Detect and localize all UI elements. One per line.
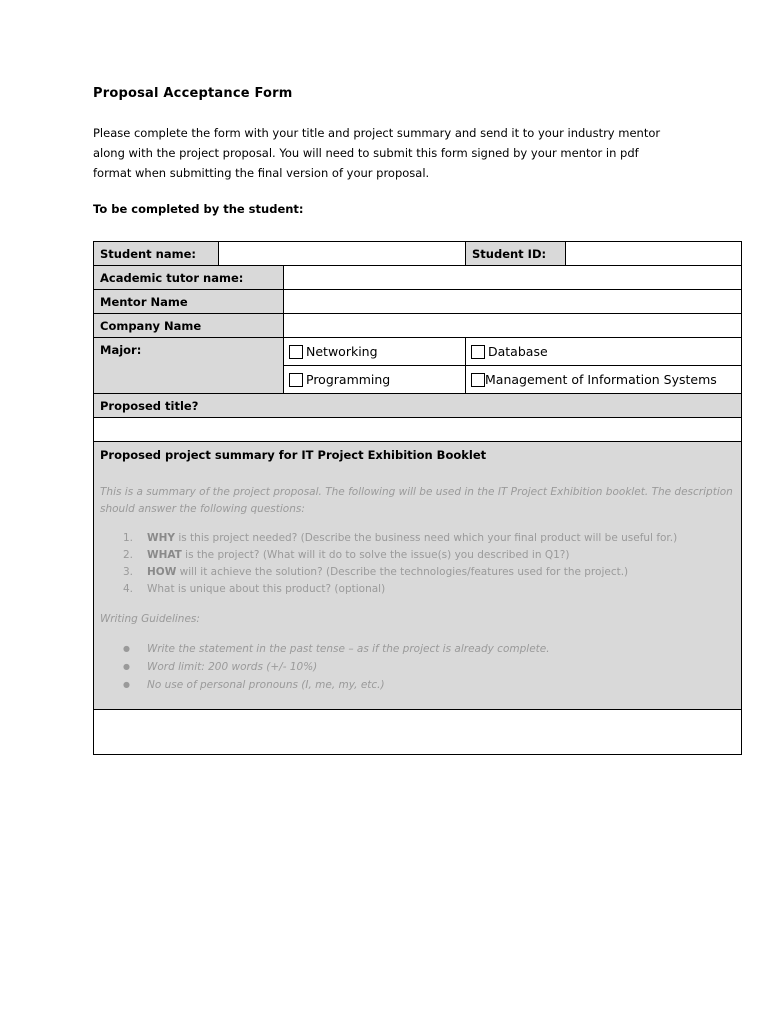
student-id-label: Student ID:	[466, 242, 566, 266]
hint-line: This is a summary of the project proposal. The following will be used in the IT Project Exhibition booklet. The description	[100, 486, 733, 498]
list-item: ● No use of personal pronouns (I, me, my, etc.)	[100, 676, 735, 694]
summary-heading: Proposed project summary for IT Project Exhibition Booklet	[100, 448, 487, 462]
checkbox-icon[interactable]	[289, 373, 303, 387]
checkbox-icon[interactable]	[471, 345, 485, 359]
intro-line: along with the project proposal. You will need to submit this form signed by your mentor in pdf	[93, 146, 639, 160]
summary-instructions	[94, 442, 742, 710]
list-item: ● Write the statement in the past tense – as if the project is already complete.	[100, 640, 735, 658]
questions-list	[100, 530, 735, 598]
student-name-field[interactable]	[219, 242, 466, 266]
guidelines-label: Writing Guidelines:	[100, 613, 200, 625]
list-item: ● Word limit: 200 words (+/- 10%)	[100, 658, 735, 676]
page-title: Proposal Acceptance Form	[93, 86, 293, 101]
option-programming[interactable]	[284, 366, 466, 394]
summary-hint	[100, 484, 735, 518]
proposed-title-field[interactable]	[94, 418, 742, 442]
checkbox-icon[interactable]	[471, 373, 485, 387]
student-name-label: Student name:	[94, 242, 219, 266]
proposed-title-label: Proposed title?	[94, 394, 742, 418]
option-networking[interactable]	[284, 338, 466, 366]
option-label: Management of Information Systems	[485, 372, 717, 387]
option-label: Database	[488, 344, 548, 359]
checkbox-icon[interactable]	[289, 345, 303, 359]
list-item: 3. HOW will it achieve the solution? (Describe the technologies/features used for the project.)	[123, 566, 629, 578]
academic-tutor-field[interactable]	[284, 266, 742, 290]
academic-tutor-label: Academic tutor name:	[94, 266, 284, 290]
intro-line: format when submitting the final version of your proposal.	[93, 166, 430, 180]
mentor-name-field[interactable]	[284, 290, 742, 314]
list-item: 4. What is unique about this product? (optional)	[123, 583, 386, 595]
option-label: Programming	[306, 372, 391, 387]
option-database[interactable]	[466, 338, 742, 366]
option-label: Networking	[306, 344, 378, 359]
mentor-name-label: Mentor Name	[94, 290, 284, 314]
list-item: 2. WHAT is the project? (What will it do to solve the issue(s) you described in Q1?)	[123, 549, 570, 561]
major-label: Major:	[94, 338, 284, 394]
intro-text	[93, 123, 693, 183]
list-item: 1. WHY is this project needed? (Describe the business need which your final product will be useful for.)	[123, 532, 678, 544]
student-id-field[interactable]	[566, 242, 742, 266]
section-label: To be completed by the student:	[93, 202, 304, 216]
hint-line: should answer the following questions:	[100, 503, 305, 515]
company-name-field[interactable]	[284, 314, 742, 338]
company-name-label: Company Name	[94, 314, 284, 338]
summary-field[interactable]	[94, 710, 742, 755]
intro-line: Please complete the form with your title and project summary and send it to your industry mentor	[93, 126, 661, 140]
option-mis[interactable]	[466, 366, 742, 394]
proposal-form-table	[93, 241, 742, 755]
guidelines-list	[100, 640, 735, 694]
